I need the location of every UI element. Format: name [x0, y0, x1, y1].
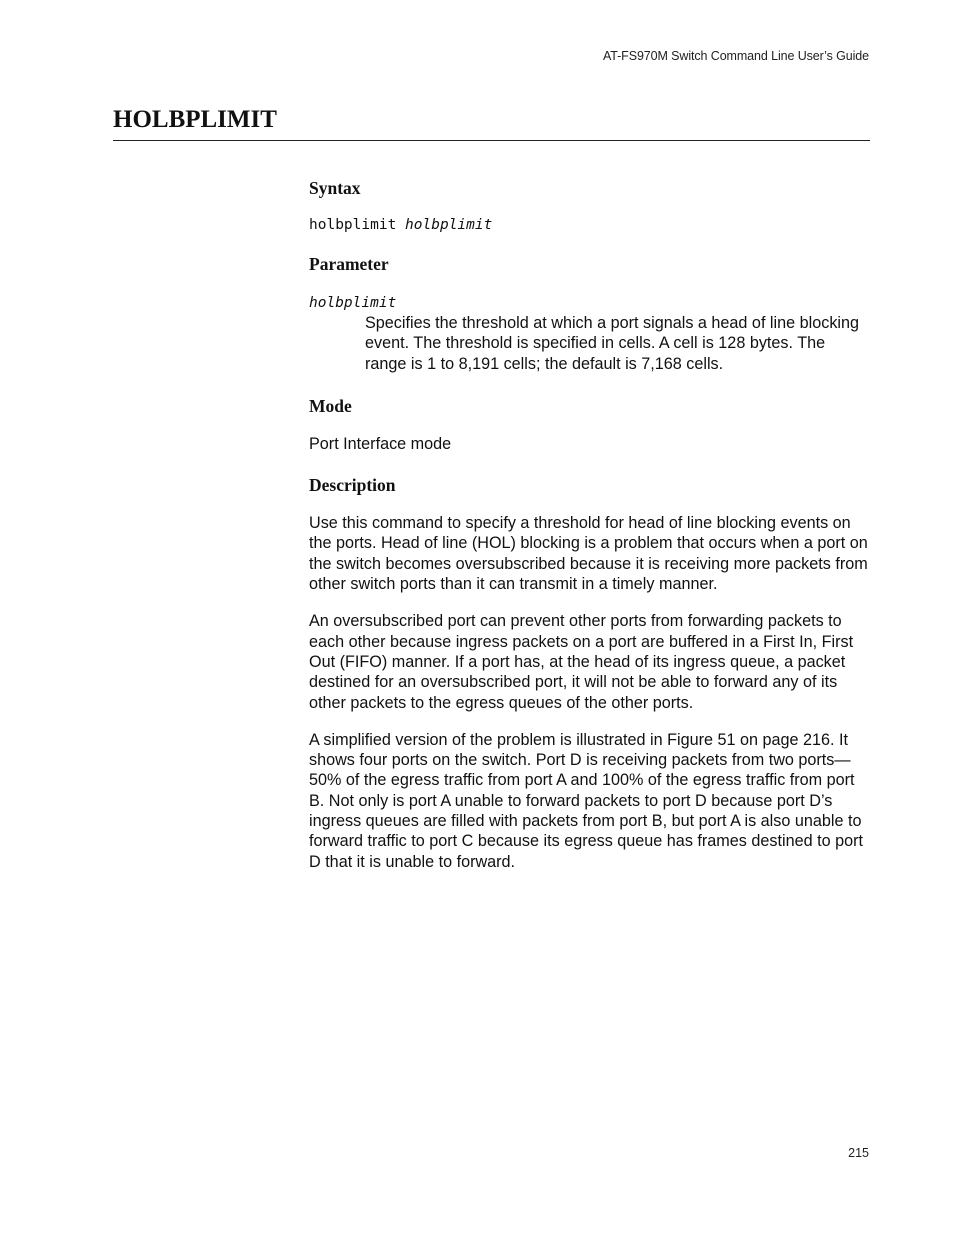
syntax-command: holbplimit — [309, 217, 397, 233]
syntax-line — [309, 217, 869, 233]
mode-heading: Mode — [309, 395, 352, 416]
parameter-description: Specifies the threshold at which a port signals a head of line blocking event. The threshold is specified in cells. A cell is 128 bytes. The range is 1 to 8,191 cells; the default is 7,168 cells. — [365, 314, 860, 373]
mode-text: Port Interface mode — [309, 434, 452, 453]
description-paragraph: A simplified version of the problem is illustrated in Figure 51 on page 216. It shows four ports on the switch. Port D is receiving packets from two ports— 50% of the egress traffic from port A and 100% of the egress traffic from port B. Not only is port A unable to forward packets to port D because port D’s ingress queues are filled with packets from port B, but port A is also unable to forward traffic to port C because its egress queue has frames destined to port D that it is unable to forward. — [309, 730, 863, 871]
description-paragraph: Use this command to specify a threshold for head of line blocking events on the ports. Head of line (HOL) blocking is a problem that occurs when a port on the switch becomes oversubscribed because it is receiving more packets from other switch ports than it can transmit in a timely manner. — [309, 514, 868, 594]
description-heading: Description — [309, 475, 396, 496]
page-number: 215 — [848, 1146, 869, 1160]
syntax-argument: holbplimit — [405, 217, 493, 233]
title-divider — [113, 140, 870, 141]
content-column — [309, 178, 869, 872]
parameter-heading: Parameter — [309, 254, 389, 274]
page-title: HOLBPLIMIT — [113, 106, 277, 133]
parameter-name: holbplimit — [309, 295, 397, 311]
description-paragraph: An oversubscribed port can prevent other ports from forwarding packets to each other because ingress packets on a port are buffered in a First In, First Out (FIFO) manner. If a port has, at the head of its ingress queue, a packet destined for an oversubscribed port, it will not be able to forward any of its other packets to the egress queues of the other ports. — [309, 612, 854, 712]
running-header: AT-FS970M Switch Command Line User’s Guide — [602, 49, 869, 63]
syntax-heading: Syntax — [309, 178, 361, 198]
